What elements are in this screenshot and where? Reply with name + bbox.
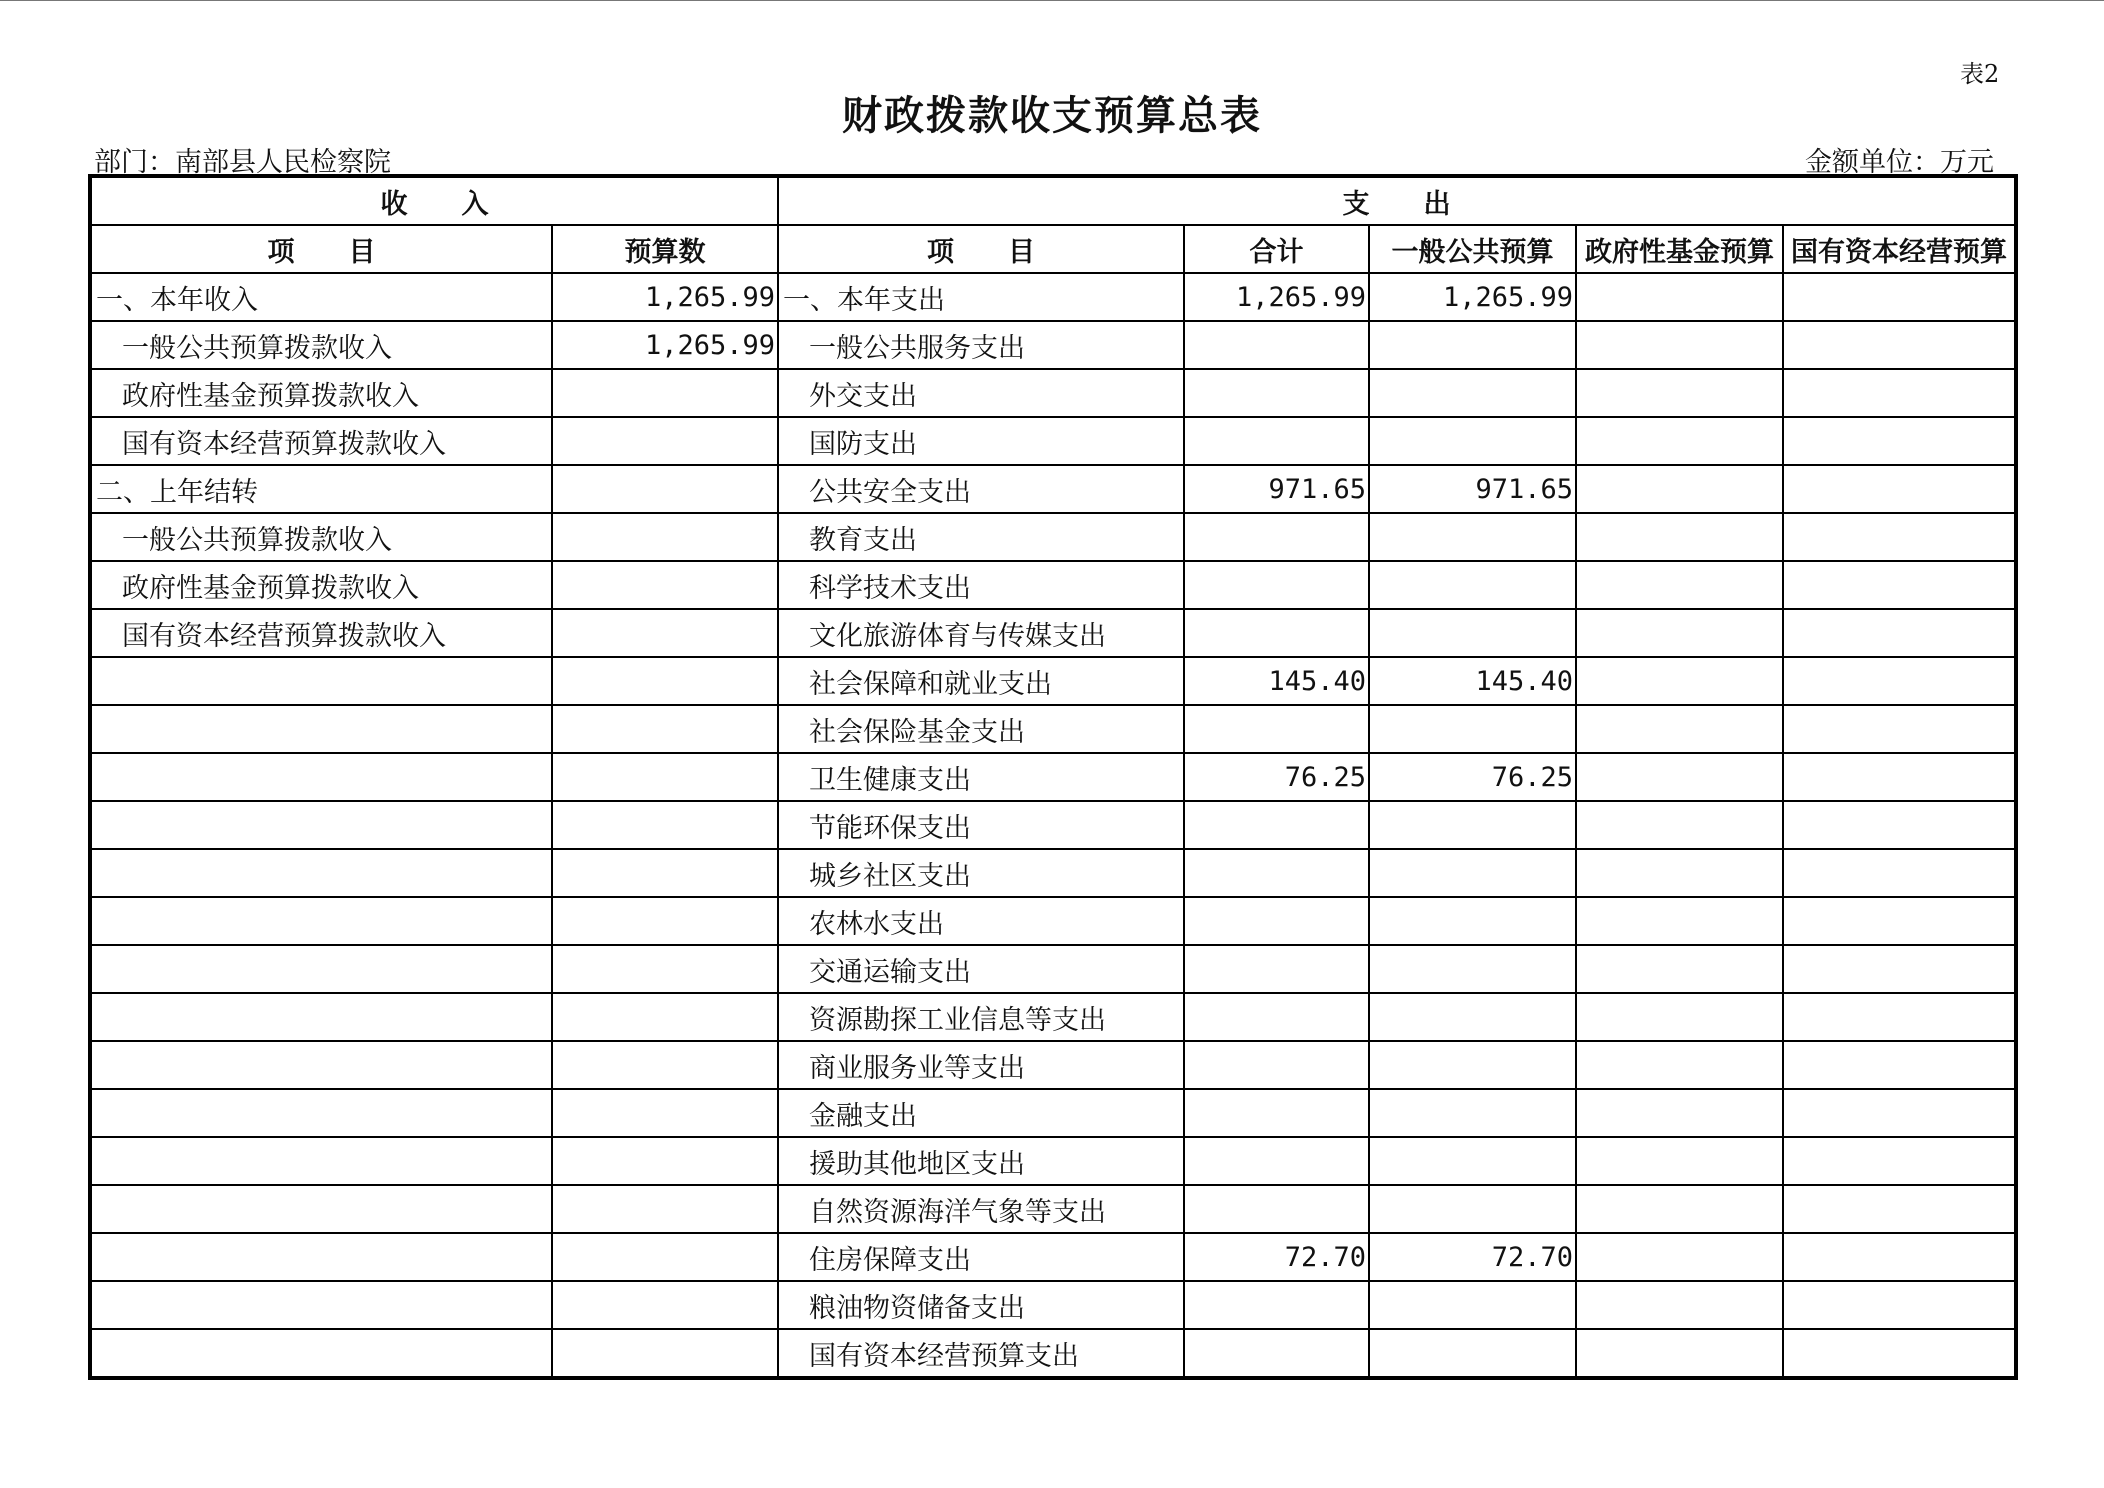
fund-budget-cell xyxy=(1576,657,1783,705)
expense-item-cell: 金融支出 xyxy=(778,1089,1184,1137)
income-amount-cell xyxy=(552,705,778,753)
income-amount-cell xyxy=(552,657,778,705)
expense-item-cell: 住房保障支出 xyxy=(778,1233,1184,1281)
fund-budget-cell xyxy=(1576,1089,1783,1137)
expense-item-cell: 城乡社区支出 xyxy=(778,849,1184,897)
table-row xyxy=(90,801,2016,849)
income-item-cell xyxy=(90,1185,552,1233)
general-budget-cell: 145.40 xyxy=(1369,657,1576,705)
table-row xyxy=(90,273,2016,321)
table-row xyxy=(90,369,2016,417)
capital-budget-cell xyxy=(1783,753,2016,801)
income-item-cell xyxy=(90,801,552,849)
general-budget-cell xyxy=(1369,513,1576,561)
table-row xyxy=(90,1233,2016,1281)
fund-budget-cell xyxy=(1576,369,1783,417)
header-row-groups xyxy=(90,176,2016,225)
general-budget-cell xyxy=(1369,561,1576,609)
income-amount-cell xyxy=(552,753,778,801)
income-amount-cell xyxy=(552,417,778,465)
expense-item-cell: 自然资源海洋气象等支出 xyxy=(778,1185,1184,1233)
income-item-cell xyxy=(90,1137,552,1185)
capital-budget-cell xyxy=(1783,1137,2016,1185)
table-row xyxy=(90,1185,2016,1233)
table-row xyxy=(90,609,2016,657)
total-cell: 145.40 xyxy=(1184,657,1369,705)
table-row xyxy=(90,321,2016,369)
income-item-cell xyxy=(90,1329,552,1378)
table-row xyxy=(90,1041,2016,1089)
total-cell xyxy=(1184,561,1369,609)
capital-budget-cell xyxy=(1783,1329,2016,1378)
capital-budget-cell xyxy=(1783,369,2016,417)
table-row xyxy=(90,753,2016,801)
total-cell xyxy=(1184,369,1369,417)
total-cell: 76.25 xyxy=(1184,753,1369,801)
total-cell xyxy=(1184,1137,1369,1185)
fund-budget-cell xyxy=(1576,465,1783,513)
expense-item-cell: 国防支出 xyxy=(778,417,1184,465)
income-amount-cell xyxy=(552,897,778,945)
income-item-cell xyxy=(90,849,552,897)
table-row xyxy=(90,1137,2016,1185)
total-cell xyxy=(1184,849,1369,897)
top-border-line xyxy=(0,0,2104,1)
total-cell xyxy=(1184,1281,1369,1329)
total-cell xyxy=(1184,993,1369,1041)
capital-budget-header: 国有资本经营预算 xyxy=(1783,225,2016,273)
general-budget-cell xyxy=(1369,1137,1576,1185)
income-item-cell xyxy=(90,1281,552,1329)
income-amount-cell xyxy=(552,1329,778,1378)
fund-budget-cell xyxy=(1576,321,1783,369)
general-budget-cell xyxy=(1369,1185,1576,1233)
fund-budget-cell xyxy=(1576,273,1783,321)
expense-item-cell: 科学技术支出 xyxy=(778,561,1184,609)
general-budget-cell xyxy=(1369,609,1576,657)
general-budget-cell: 1,265.99 xyxy=(1369,273,1576,321)
expense-item-cell: 社会保障和就业支出 xyxy=(778,657,1184,705)
total-cell xyxy=(1184,1185,1369,1233)
capital-budget-cell xyxy=(1783,801,2016,849)
fund-budget-cell xyxy=(1576,801,1783,849)
income-item-cell: 一、本年收入 xyxy=(90,273,552,321)
fund-budget-header: 政府性基金预算 xyxy=(1576,225,1783,273)
capital-budget-cell xyxy=(1783,1233,2016,1281)
expense-header: 支 出 xyxy=(778,176,2016,225)
general-budget-cell: 971.65 xyxy=(1369,465,1576,513)
table-row xyxy=(90,1281,2016,1329)
income-amount-cell xyxy=(552,1185,778,1233)
income-amount-cell xyxy=(552,465,778,513)
fund-budget-cell xyxy=(1576,1185,1783,1233)
income-item-cell xyxy=(90,1041,552,1089)
capital-budget-cell xyxy=(1783,273,2016,321)
income-amount-cell xyxy=(552,609,778,657)
general-budget-cell xyxy=(1369,897,1576,945)
total-cell: 1,265.99 xyxy=(1184,273,1369,321)
expense-item-cell: 节能环保支出 xyxy=(778,801,1184,849)
total-cell: 971.65 xyxy=(1184,465,1369,513)
income-item-cell: 政府性基金预算拨款收入 xyxy=(90,561,552,609)
income-amount-cell xyxy=(552,1089,778,1137)
income-item-cell xyxy=(90,753,552,801)
income-item-cell xyxy=(90,897,552,945)
general-budget-cell: 76.25 xyxy=(1369,753,1576,801)
expense-item-cell: 农林水支出 xyxy=(778,897,1184,945)
table-row xyxy=(90,849,2016,897)
general-budget-cell: 72.70 xyxy=(1369,1233,1576,1281)
general-budget-cell xyxy=(1369,1089,1576,1137)
capital-budget-cell xyxy=(1783,657,2016,705)
general-budget-cell xyxy=(1369,417,1576,465)
income-item-cell xyxy=(90,657,552,705)
income-amount-cell xyxy=(552,1137,778,1185)
general-budget-cell xyxy=(1369,945,1576,993)
capital-budget-cell xyxy=(1783,465,2016,513)
expense-item-cell: 一般公共服务支出 xyxy=(778,321,1184,369)
capital-budget-cell xyxy=(1783,1089,2016,1137)
income-item-header: 项 目 xyxy=(90,225,552,273)
income-item-cell xyxy=(90,993,552,1041)
budget-table xyxy=(88,174,2018,1380)
general-budget-cell xyxy=(1369,801,1576,849)
general-budget-cell xyxy=(1369,849,1576,897)
table-number: 表2 xyxy=(1960,60,2000,88)
fund-budget-cell xyxy=(1576,1041,1783,1089)
general-budget-cell xyxy=(1369,1041,1576,1089)
expense-item-cell: 商业服务业等支出 xyxy=(778,1041,1184,1089)
amount-unit-label: 金额单位：万元 xyxy=(1805,147,1994,178)
capital-budget-cell xyxy=(1783,417,2016,465)
total-cell: 72.70 xyxy=(1184,1233,1369,1281)
fund-budget-cell xyxy=(1576,609,1783,657)
fund-budget-cell xyxy=(1576,1281,1783,1329)
general-budget-cell xyxy=(1369,1329,1576,1378)
table-row xyxy=(90,993,2016,1041)
table-row xyxy=(90,705,2016,753)
expense-item-cell: 教育支出 xyxy=(778,513,1184,561)
income-budget-header: 预算数 xyxy=(552,225,778,273)
table-row xyxy=(90,1329,2016,1378)
expense-item-cell: 一、本年支出 xyxy=(778,273,1184,321)
expense-item-cell: 援助其他地区支出 xyxy=(778,1137,1184,1185)
fund-budget-cell xyxy=(1576,753,1783,801)
total-cell xyxy=(1184,1041,1369,1089)
fund-budget-cell xyxy=(1576,513,1783,561)
capital-budget-cell xyxy=(1783,849,2016,897)
fund-budget-cell xyxy=(1576,1137,1783,1185)
income-amount-cell xyxy=(552,369,778,417)
capital-budget-cell xyxy=(1783,897,2016,945)
income-amount-cell xyxy=(552,1233,778,1281)
income-amount-cell xyxy=(552,801,778,849)
capital-budget-cell xyxy=(1783,705,2016,753)
page-title: 财政拨款收支预算总表 xyxy=(842,92,1262,139)
general-budget-cell xyxy=(1369,369,1576,417)
general-budget-cell xyxy=(1369,993,1576,1041)
capital-budget-cell xyxy=(1783,513,2016,561)
fund-budget-cell xyxy=(1576,1329,1783,1378)
expense-item-header: 项 目 xyxy=(778,225,1184,273)
total-cell xyxy=(1184,897,1369,945)
income-amount-cell xyxy=(552,993,778,1041)
income-item-cell xyxy=(90,1233,552,1281)
income-amount-cell xyxy=(552,561,778,609)
expense-item-cell: 公共安全支出 xyxy=(778,465,1184,513)
income-item-cell: 政府性基金预算拨款收入 xyxy=(90,369,552,417)
table-row xyxy=(90,417,2016,465)
income-amount-cell xyxy=(552,849,778,897)
capital-budget-cell xyxy=(1783,561,2016,609)
expense-item-cell: 交通运输支出 xyxy=(778,945,1184,993)
fund-budget-cell xyxy=(1576,945,1783,993)
general-budget-cell xyxy=(1369,1281,1576,1329)
income-item-cell: 一般公共预算拨款收入 xyxy=(90,321,552,369)
total-cell xyxy=(1184,1329,1369,1378)
total-cell xyxy=(1184,945,1369,993)
total-cell xyxy=(1184,417,1369,465)
table-row xyxy=(90,465,2016,513)
total-cell xyxy=(1184,1089,1369,1137)
expense-item-cell: 外交支出 xyxy=(778,369,1184,417)
total-cell xyxy=(1184,705,1369,753)
expense-item-cell: 文化旅游体育与传媒支出 xyxy=(778,609,1184,657)
income-item-cell: 二、上年结转 xyxy=(90,465,552,513)
table-row xyxy=(90,1089,2016,1137)
table-row xyxy=(90,657,2016,705)
total-cell xyxy=(1184,801,1369,849)
income-amount-cell xyxy=(552,513,778,561)
general-budget-cell xyxy=(1369,705,1576,753)
department-label: 部门：南部县人民检察院 xyxy=(94,147,391,178)
income-header: 收 入 xyxy=(90,176,778,225)
income-amount-cell xyxy=(552,1041,778,1089)
income-item-cell: 国有资本经营预算拨款收入 xyxy=(90,417,552,465)
income-amount-cell xyxy=(552,1281,778,1329)
income-item-cell xyxy=(90,1089,552,1137)
capital-budget-cell xyxy=(1783,321,2016,369)
total-cell xyxy=(1184,513,1369,561)
capital-budget-cell xyxy=(1783,609,2016,657)
fund-budget-cell xyxy=(1576,417,1783,465)
income-amount-cell: 1,265.99 xyxy=(552,321,778,369)
income-amount-cell xyxy=(552,945,778,993)
capital-budget-cell xyxy=(1783,1041,2016,1089)
fund-budget-cell xyxy=(1576,849,1783,897)
income-amount-cell: 1,265.99 xyxy=(552,273,778,321)
expense-item-cell: 国有资本经营预算支出 xyxy=(778,1329,1184,1378)
capital-budget-cell xyxy=(1783,1185,2016,1233)
total-cell xyxy=(1184,321,1369,369)
expense-item-cell: 社会保险基金支出 xyxy=(778,705,1184,753)
table-row xyxy=(90,561,2016,609)
total-header: 合计 xyxy=(1184,225,1369,273)
fund-budget-cell xyxy=(1576,705,1783,753)
table-row xyxy=(90,897,2016,945)
income-item-cell xyxy=(90,945,552,993)
table-row xyxy=(90,945,2016,993)
income-item-cell: 国有资本经营预算拨款收入 xyxy=(90,609,552,657)
table-row xyxy=(90,513,2016,561)
fund-budget-cell xyxy=(1576,1233,1783,1281)
income-item-cell xyxy=(90,705,552,753)
expense-item-cell: 资源勘探工业信息等支出 xyxy=(778,993,1184,1041)
capital-budget-cell xyxy=(1783,1281,2016,1329)
fund-budget-cell xyxy=(1576,561,1783,609)
total-cell xyxy=(1184,609,1369,657)
expense-item-cell: 粮油物资储备支出 xyxy=(778,1281,1184,1329)
general-budget-cell xyxy=(1369,321,1576,369)
expense-item-cell: 卫生健康支出 xyxy=(778,753,1184,801)
general-budget-header: 一般公共预算 xyxy=(1369,225,1576,273)
header-row-columns xyxy=(90,225,2016,273)
capital-budget-cell xyxy=(1783,993,2016,1041)
fund-budget-cell xyxy=(1576,993,1783,1041)
income-item-cell: 一般公共预算拨款收入 xyxy=(90,513,552,561)
fund-budget-cell xyxy=(1576,897,1783,945)
capital-budget-cell xyxy=(1783,945,2016,993)
